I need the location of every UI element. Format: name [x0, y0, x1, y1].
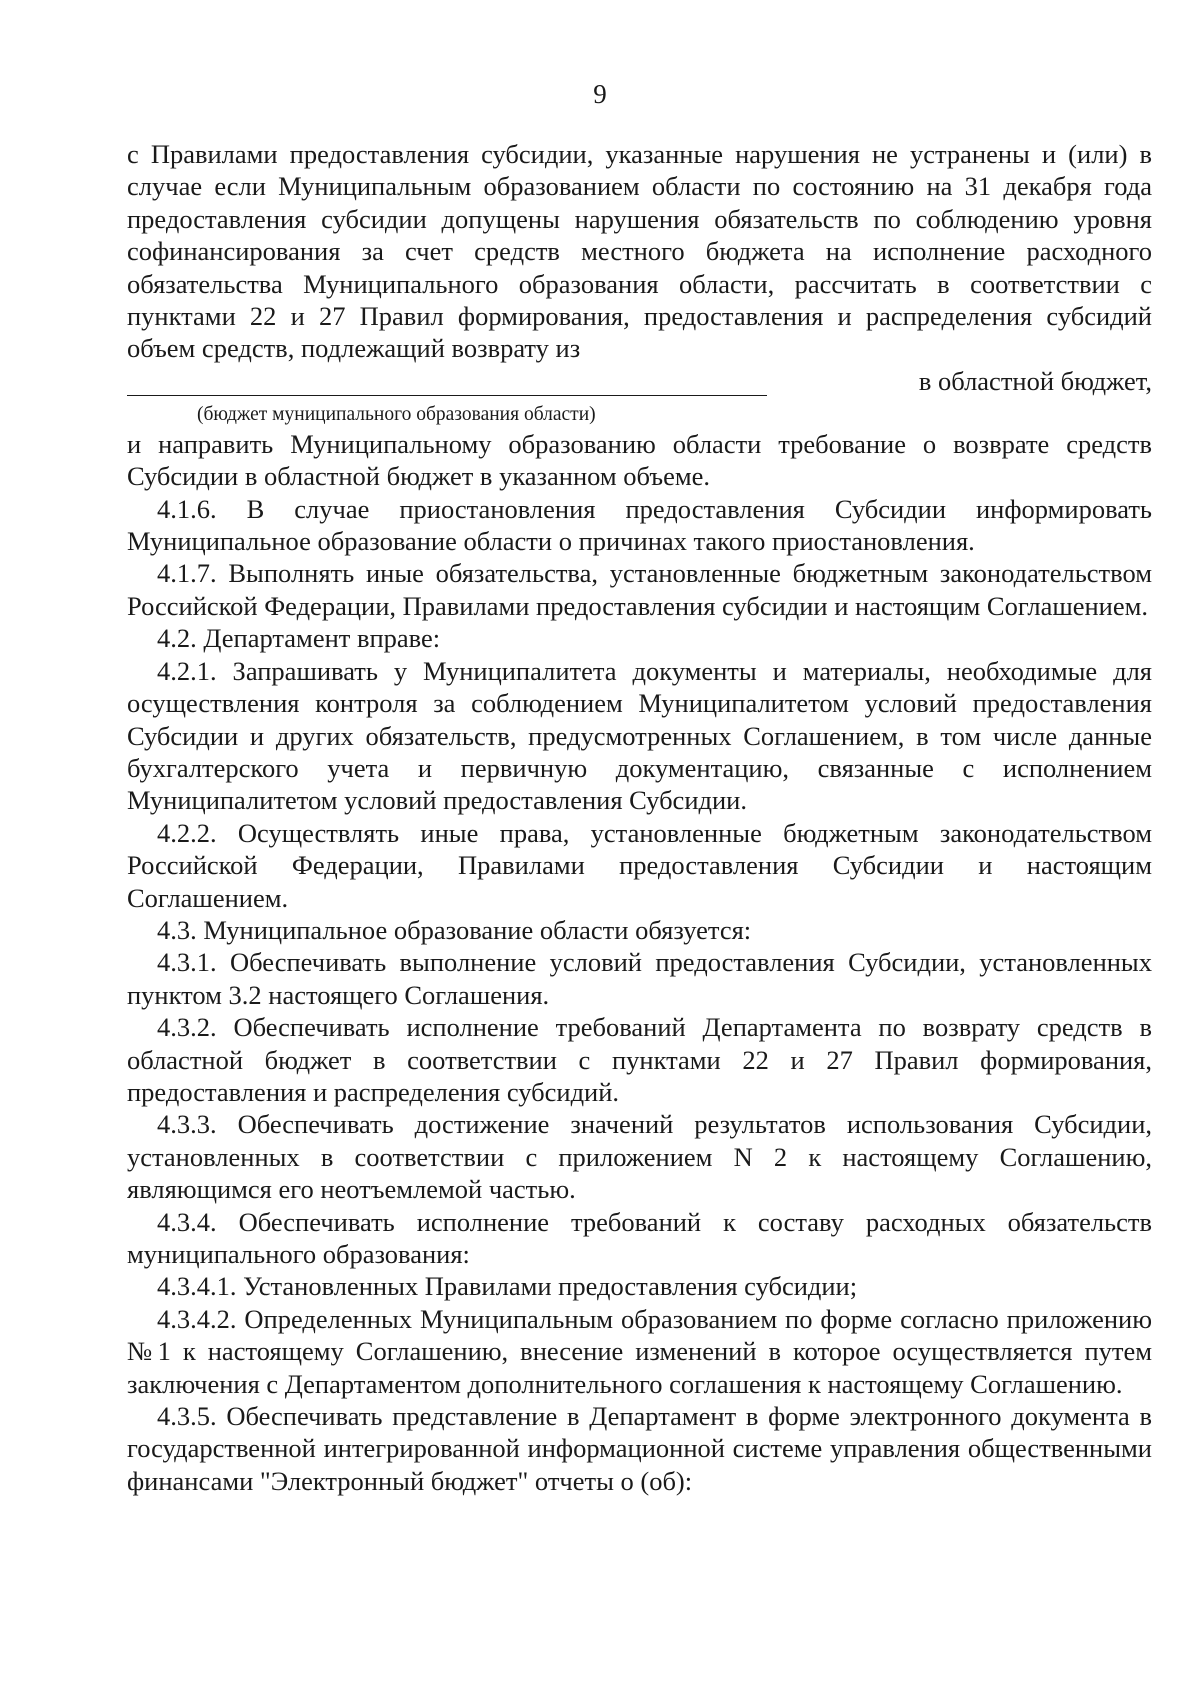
paragraph-4-1-7: 4.1.7. Выполнять иные обязательства, установленные бюджетным законодательством Российской Федерации, Правилами предоставления субсидии и настоящим Соглашением. [127, 558, 1152, 621]
paragraph-4-3-1: 4.3.1. Обеспечивать выполнение условий предоставления Субсидии, установленных пунктом 3.2 настоящего Соглашения. [127, 947, 1152, 1010]
fill-in-trailing-text: в областной бюджет, [918, 365, 1152, 396]
intro-continuation: и направить Муниципальному образованию области требование о возврате средств Субсидии в областной бюджет в указанном объеме. [127, 428, 1152, 492]
fill-in-caption: (бюджет муниципального образования области) [197, 403, 596, 425]
paragraph-4-2-1: 4.2.1. Запрашивать у Муниципалитета документы и материалы, необходимые для осуществления контроля за соблюдением Муниципалитетом условий предоставления Субсидии и других обязательств, предусмотренных Соглашением, в том числе данные бухгалтерского учета и первичную документацию, связанные с исполнением Муниципалитетом условий предоставления Субсидии. [127, 655, 1152, 816]
paragraph-4-2: 4.2. Департамент вправе: [157, 623, 441, 654]
document-body [127, 138, 1152, 1497]
paragraph-4-3-2: 4.3.2. Обеспечивать исполнение требований Департамента по возврату средств в областной бюджет в соответствии с пунктами 22 и 27 Правил формирования, предоставления и распределения субсидий. [127, 1012, 1152, 1107]
fill-in-row [127, 365, 1152, 399]
paragraph-4-3-4-2: 4.3.4.2. Определенных Муниципальным образованием по форме согласно приложению №1 к настоящему Соглашению, внесение изменений в которое осуществляется путем заключения с Департаментом дополнительного соглашения к настоящему Соглашению. [127, 1303, 1152, 1399]
paragraph-4-2-2: 4.2.2. Осуществлять иные права, установленные бюджетным законодательством Российской Федерации, Правилами предоставления Субсидии и настоящим Соглашением. [127, 817, 1152, 913]
paragraph-4-3: 4.3. Муниципальное образование области обязуется: [157, 914, 752, 945]
intro-paragraph: с Правилами предоставления субсидии, указанные нарушения не устранены и (или) в случае если Муниципальным образованием области по состоянию на 31 декабря года предоставления субсидии допущены нарушения обязательств по соблюдению уровня софинансирования за счет средств местного бюджета на исполнение расходного обязательства Муниципального образования области, рассчитать в соответствии с пунктами 22 и 27 Правил формирования, предоставления и распределения субсидий объем средств, подлежащий возврату из [127, 139, 1152, 364]
paragraph-4-3-4: 4.3.4. Обеспечивать исполнение требований к составу расходных обязательств муниципального образования: [127, 1206, 1152, 1269]
paragraph-4-3-5: 4.3.5. Обеспечивать представление в Департамент в форме электронного документа в государственной интегрированной информационной системе управления общественными финансами "Электронный бюджет" отчеты о (об): [127, 1401, 1152, 1496]
fill-in-blank-line [127, 395, 767, 396]
page-number: 9 [593, 79, 607, 109]
paragraph-4-1-6: 4.1.6. В случае приостановления предоставления Субсидии информировать Муниципальное образование области о причинах такого приостановления. [127, 493, 1152, 557]
paragraph-4-3-3: 4.3.3. Обеспечивать достижение значений результатов использования Субсидии, установленных в соответствии с приложением N 2 к настоящему Соглашению, являющимся его неотъемлемой частью. [127, 1109, 1152, 1205]
paragraph-4-3-4-1: 4.3.4.1. Установленных Правилами предоставления субсидии; [157, 1271, 858, 1302]
